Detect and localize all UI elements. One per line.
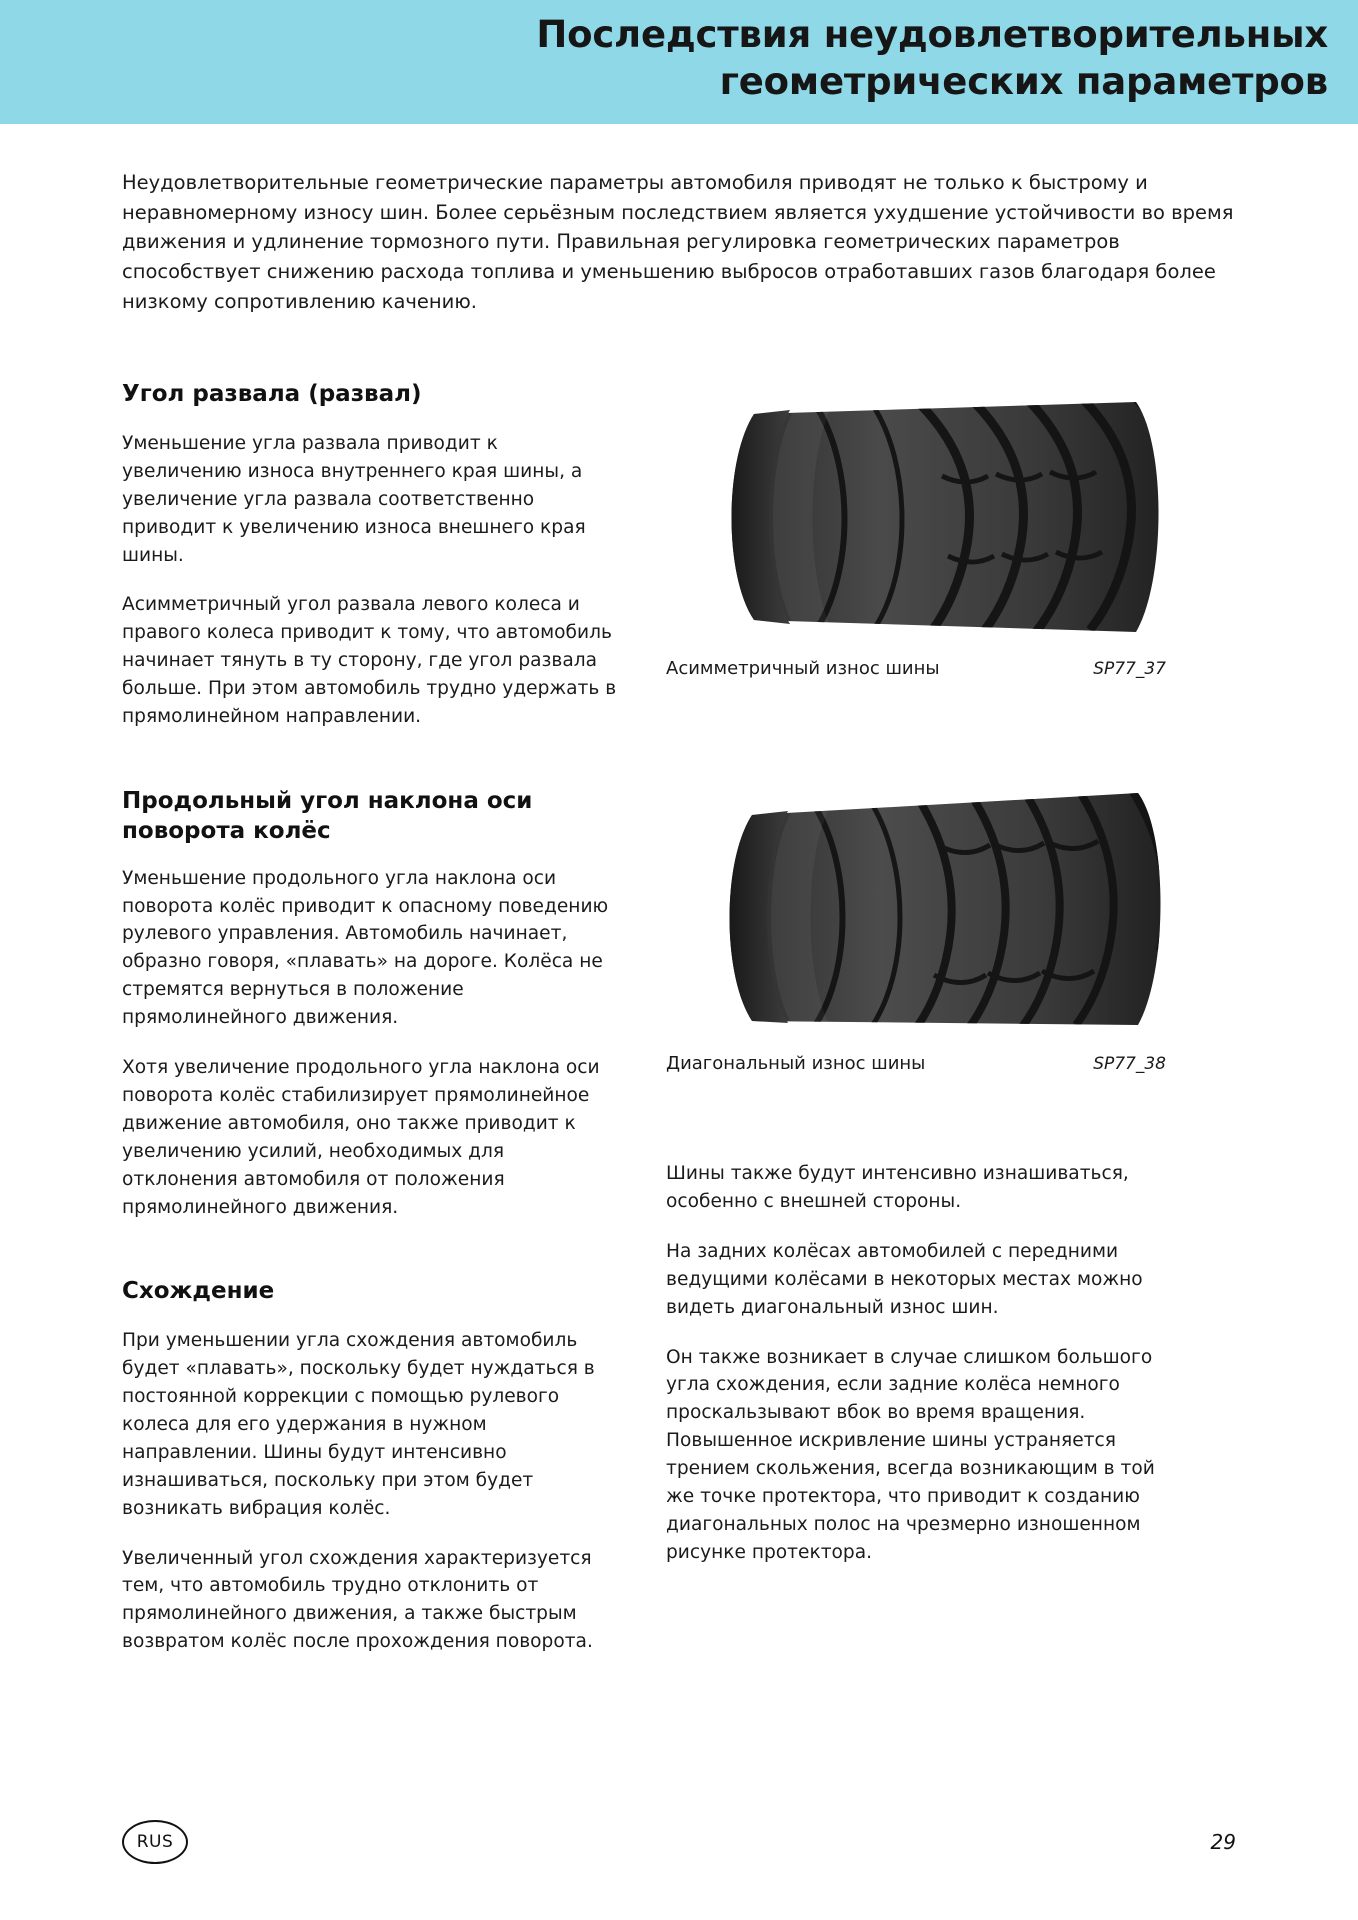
right-paragraph-2: На задних колёсах автомобилей с передними ведущими колёсами в некоторых местах можно видеть диагональный износ шин. — [666, 1240, 1143, 1318]
heading-toe: Схождение — [122, 1278, 275, 1305]
toe-paragraph-2: Увеличенный угол схождения характеризуется тем, что автомобиль трудно отклонить от прямолинейного движения, а также быстрым возвратом колёс после прохождения поворота. — [122, 1547, 593, 1653]
figure-asymmetric-wear — [666, 380, 1166, 679]
camber-paragraph-1: Уменьшение угла развала приводит к увеличению износа внутреннего края шины, а увеличение угла развала соответственно приводит к увеличению износа внешнего края шины. — [122, 433, 586, 566]
tire-asymmetric-wear-photo — [666, 380, 1166, 648]
heading-caster-line-1: Продольный угол наклона оси — [122, 787, 533, 814]
caster-paragraph-1: Уменьшение продольного угла наклона оси поворота колёс приводит к опасному поведению рулевого управления. Автомобиль начинает, образно говоря, «плавать» на дороге. Колёса не стремятся вернуться в положение прямолинейного движения. — [122, 867, 609, 1029]
spacer — [122, 1243, 622, 1277]
spacer — [122, 753, 622, 787]
heading-caster — [122, 787, 622, 847]
figure-caption-text: Асимметричный износ шины — [666, 658, 940, 680]
right-paragraph-3: Он также возникает в случае слишком большого угла схождения, если задние колёса немного проскальзывают вбок во время вращения. Повышенное искривление шины устраняется трением скольжения, всегда возникающим в той же точке протектора, что приводит к созданию диагональных полос на чрезмерно изношенном рисунке протектора. — [666, 1346, 1155, 1563]
right-paragraph-1: Шины также будут интенсивно изнашиваться, особенно с внешней стороны. — [666, 1163, 1129, 1213]
page-number: 29 — [1210, 1830, 1236, 1854]
figure-caption-code: SP77_37 — [1093, 659, 1166, 680]
page-footer — [0, 1820, 1358, 1864]
caster-paragraph-2: Хотя увеличение продольного угла наклона оси поворота колёс стабилизирует прямолинейное движение автомобиля, оно также приводит к увеличению усилий, необходимых для отклонения автомобиля от положения прямолинейного движения. — [122, 1057, 600, 1218]
page-content — [0, 168, 1358, 1656]
page-title-line-1: Последствия неудовлетворительных — [536, 12, 1328, 56]
heading-caster-line-2: поворота колёс — [122, 817, 331, 844]
figure-caption-row — [666, 1053, 1166, 1074]
intro-paragraph: Неудовлетворительные геометрические параметры автомобиля приводят не только к быстрому и неравномерному износу шин. Более серьёзным последствием является ухудшение устойчивости во время движения и удлинение тормозного пути. Правильная регулировка геометрических параметров способствует снижению расхода топлива и уменьшению выбросов отработавших газов благодаря более низкому сопротивлению качению. — [122, 171, 1234, 313]
page-title-line-2: геометрических параметров — [719, 60, 1328, 103]
figure-caption-code: SP77_38 — [1093, 1054, 1166, 1075]
page-header-band — [0, 0, 1358, 124]
tire-diagonal-wear-photo — [666, 775, 1166, 1043]
figure-caption-row — [666, 658, 1166, 679]
content-columns — [122, 380, 1238, 1656]
language-badge: RUS — [122, 1820, 188, 1864]
figure-caption-text: Диагональный износ шины — [666, 1053, 926, 1075]
toe-paragraph-1: При уменьшении угла схождения автомобиль будет «плавать», поскольку будет нуждаться в постоянной коррекции с помощью рулевого колеса для его удержания в нужном направлении. Шины будут интенсивно изнашиваться, поскольку при этом будет возникать вибрация колёс. — [122, 1330, 595, 1519]
camber-paragraph-2: Асимметричный угол развала левого колеса и правого колеса приводит к тому, что автомобиль начинает тянуть в ту сторону, где угол развала больше. При этом автомобиль трудно удержать в прямолинейном направлении. — [122, 594, 617, 728]
left-column — [122, 380, 622, 1656]
right-column — [666, 380, 1166, 1656]
figure-diagonal-wear — [666, 775, 1166, 1074]
heading-camber: Угол развала (развал) — [122, 381, 422, 408]
right-column-text — [666, 1160, 1166, 1567]
